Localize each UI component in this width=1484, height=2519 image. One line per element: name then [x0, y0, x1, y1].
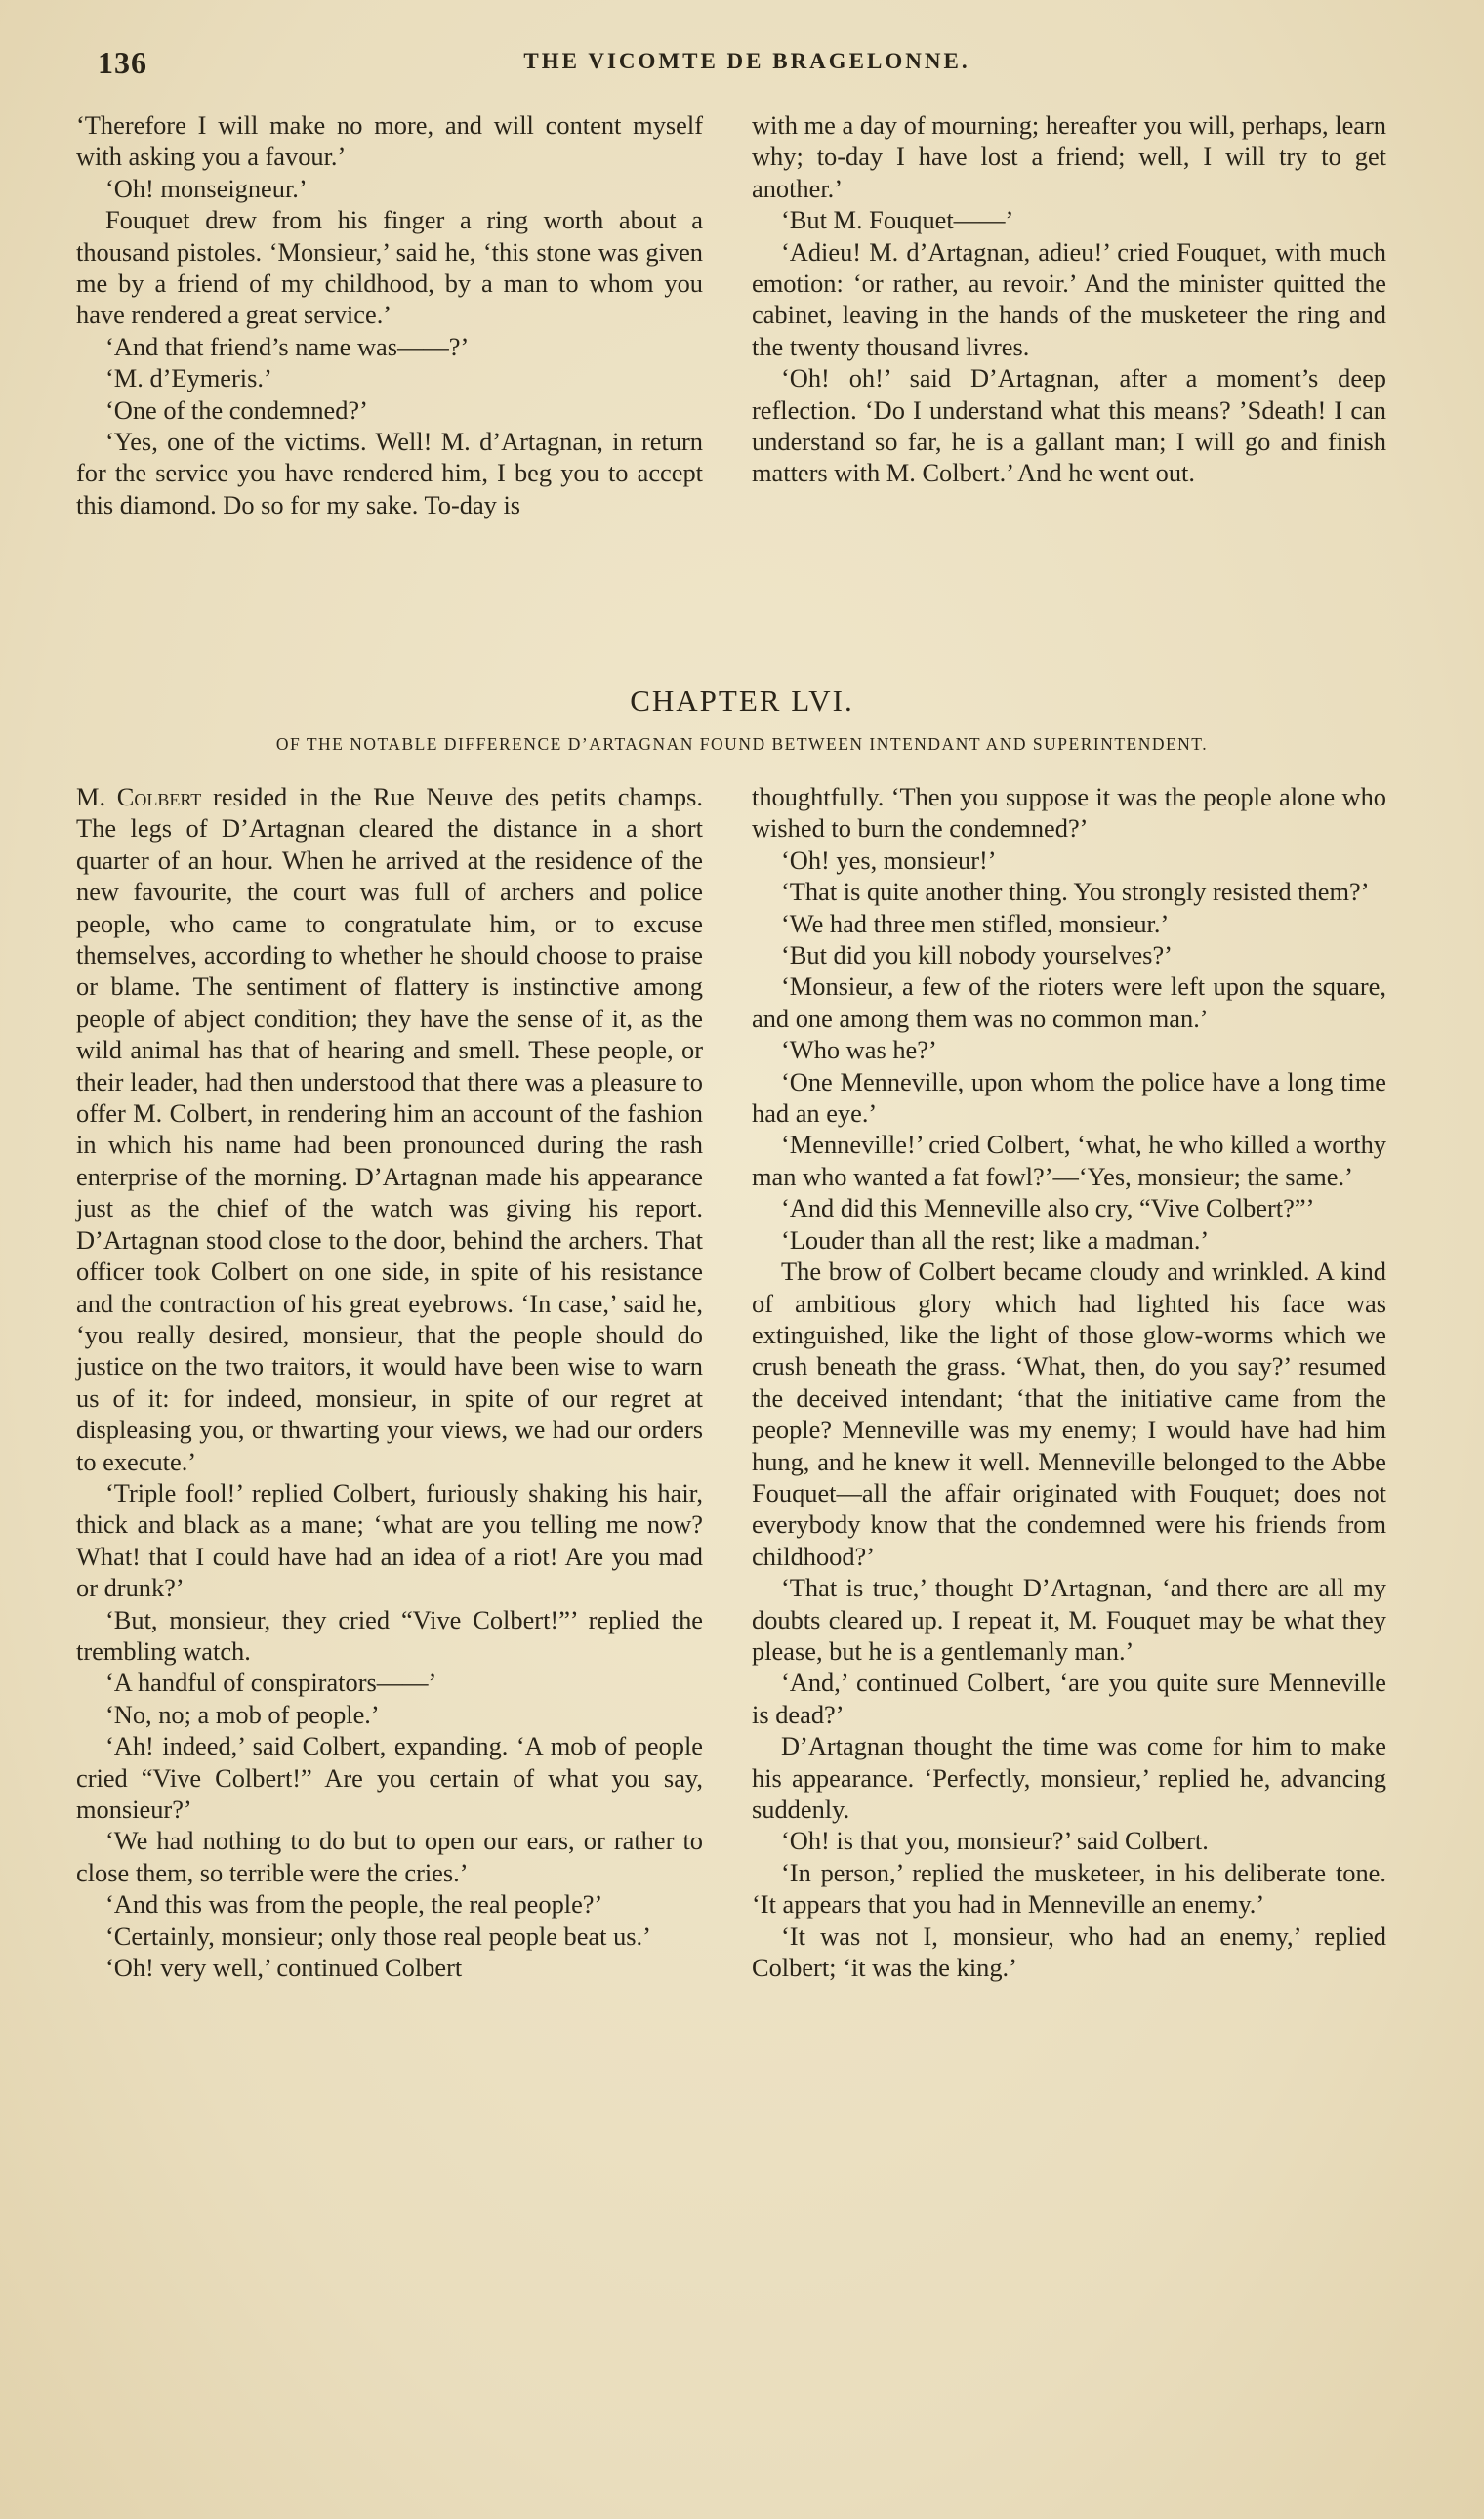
running-title: THE VICOMTE DE BRAGELONNE.	[523, 49, 970, 73]
paragraph: ‘And this was from the people, the real people?’	[105, 1889, 603, 1920]
paragraph: ‘Certainly, monsieur; only those real people beat us.’	[105, 1920, 651, 1951]
paragraph: ‘But did you kill nobody yourselves?’	[781, 940, 1173, 970]
paragraph: ‘But M. Fouquet——’	[781, 205, 1014, 235]
page-header	[98, 45, 1396, 84]
opening-text: resided in the Rue Neuve des petits champs. The legs of D’Artagnan cleared the distance in a short quarter of an hour. When he arrived at the residence of the new favourite, the court was full of archers and police people, who came to congratulate him, or to excuse themselves, according to whether he should choose to praise or blame. The sentiment of flattery is instinctive among people of abject condition; they have the sense of it, as the wild animal has that of hearing and smell. These people, or their leader, had then understood that there was a pleasure to offer M. Colbert, in rendering him an account of the fashion in which his name had been pronounced during the rash enterprise of the morning. D’Artagnan made his appearance just as the chief of the watch was giving his report. D’Artagnan stood close to the door, behind the archers. That officer took Colbert on one side, in spite of his resistance and the contraction of his great eyebrows. ‘In case,’ said he, ‘you really desired, monsieur, that the people should do justice on the two traitors, it would have been wise to warn us of it: for indeed, monsieur, in spite of our regret at displeasing you, or thwarting your views, we had our orders to execute.’	[76, 782, 703, 1476]
first-words: M. Colbert	[76, 782, 202, 811]
paragraph: ‘Who was he?’	[781, 1035, 937, 1065]
paragraph: ‘That is quite another thing. You strongly resisted them?’	[781, 877, 1370, 907]
chapter-subtitle: OF THE NOTABLE DIFFERENCE D’ARTAGNAN FOUND BETWEEN INTENDANT AND SUPERINTENDENT.	[275, 734, 1209, 754]
paragraph: The brow of Colbert became cloudy and wrinkled. A kind of ambitious glory which had lighted his face was extinguished, like the light of those glow-worms which we crush beneath the grass. ‘What, then, do you say?’ resumed the deceived intendant; ‘that the initiative came from the people? Menneville was my enemy; I would have had him hung, and he knew it well. Menneville belonged to the Abbe Fouquet—all the affair originated with Fouquet; does not everybody know that the condemned were his friends from childhood?’	[752, 1257, 1386, 1571]
bottom-left-column	[76, 781, 703, 1983]
paragraph: ‘One of the condemned?’	[105, 394, 368, 425]
bottom-right-column	[752, 781, 1386, 1983]
paragraph: ‘Oh! monseigneur.’	[105, 173, 308, 203]
paragraph: ‘And,’ continued Colbert, ‘are you quite sure Menneville is dead?’	[752, 1668, 1386, 1729]
paragraph: ‘That is true,’ thought D’Artagnan, ‘and there are all my doubts cleared up. I repeat it, M. Fouquet may be what they please, but he is a gentlemanly man.’	[752, 1573, 1386, 1666]
top-left-column	[76, 109, 703, 520]
paragraph: ‘Triple fool!’ replied Colbert, furiously shaking his hair, thick and black as a mane; ‘what are you telling me now? What! that I could have had an idea of a riot! Are you mad or drunk?’	[76, 1477, 703, 1603]
paragraph: ‘Therefore I will make no more, and will content myself with asking you a favour.’	[76, 110, 703, 172]
paragraph: ‘Oh! oh!’ said D’Artagnan, after a moment’s deep reflection. ‘Do I understand what this means? ’Sdeath! I can understand so far, he is a gallant man; I will go and finish matters with M. Colbert.’ And he went out.	[752, 363, 1386, 488]
page-number: 136	[98, 45, 147, 80]
paragraph: ‘M. d’Eymeris.’	[105, 363, 272, 393]
paragraph: ‘Yes, one of the victims. Well! M. d’Artagnan, in return for the service you have rendered him, I beg you to accept this diamond. Do so for my sake. To-day is	[76, 427, 703, 519]
paragraph: with me a day of mourning; hereafter you will, perhaps, learn why; to-day I have lost a friend; well, I will try to get another.’	[752, 110, 1386, 203]
paragraph: Fouquet drew from his finger a ring worth about a thousand pistoles. ‘Monsieur,’ said he, ‘this stone was given me by a friend of my childhood, by a man to whom you have rendered a great service.’	[76, 205, 703, 330]
paragraph: ‘And did this Menneville also cry, “Vive Colbert?”’	[781, 1193, 1315, 1223]
paragraph: ‘Oh! very well,’ continued Colbert	[105, 1953, 463, 1983]
paragraph: ‘Louder than all the rest; like a madman.’	[781, 1224, 1210, 1255]
paragraph: ‘One Menneville, upon whom the police have a long time had an eye.’	[752, 1066, 1386, 1129]
paragraph: ‘And that friend’s name was——?’	[105, 331, 470, 361]
opening-paragraph	[76, 781, 703, 1477]
paragraph: D’Artagnan thought the time was come for him to make his appearance. ‘Perfectly, monsieur,’ replied he, advancing suddenly.	[752, 1731, 1386, 1824]
paragraph: ‘Oh! is that you, monsieur?’ said Colbert.	[781, 1826, 1209, 1856]
top-right-column	[752, 109, 1386, 489]
paragraph: ‘Menneville!’ cried Colbert, ‘what, he who killed a worthy man who wanted a fat fowl?’—‘Yes, monsieur; the same.’	[752, 1130, 1386, 1191]
paragraph: ‘Ah! indeed,’ said Colbert, expanding. ‘A mob of people cried “Vive Colbert!” Are you certain of what you say, monsieur?’	[76, 1731, 703, 1824]
paragraph: ‘A handful of conspirators——’	[105, 1668, 437, 1698]
paragraph: ‘It was not I, monsieur, who had an enemy,’ replied Colbert; ‘it was the king.’	[752, 1920, 1386, 1983]
paragraph: ‘Oh! yes, monsieur!’	[781, 845, 997, 875]
paragraph: ‘Monsieur, a few of the rioters were left upon the square, and one among them was no common man.’	[752, 971, 1386, 1033]
paragraph: ‘We had nothing to do but to open our ears, or rather to close them, so terrible were the cries.’	[76, 1826, 703, 1887]
paragraph: ‘Adieu! M. d’Artagnan, adieu!’ cried Fouquet, with much emotion: ‘or rather, au revoir.’ And the minister quitted the cabinet, leaving in the hands of the musketeer the ring and the twenty thousand livres.	[752, 236, 1386, 361]
paragraph: ‘In person,’ replied the musketeer, in his deliberate tone. ‘It appears that you had in Menneville an enemy.’	[752, 1857, 1386, 1920]
paragraph: ‘But, monsieur, they cried “Vive Colbert!”’ replied the trembling watch.	[76, 1604, 703, 1666]
paragraph: ‘We had three men stifled, monsieur.’	[781, 908, 1170, 938]
chapter-title: CHAPTER LVI.	[630, 683, 854, 718]
paragraph: ‘No, no; a mob of people.’	[105, 1699, 380, 1729]
paragraph: thoughtfully. ‘Then you suppose it was the people alone who wished to burn the condemned?’	[752, 782, 1386, 844]
